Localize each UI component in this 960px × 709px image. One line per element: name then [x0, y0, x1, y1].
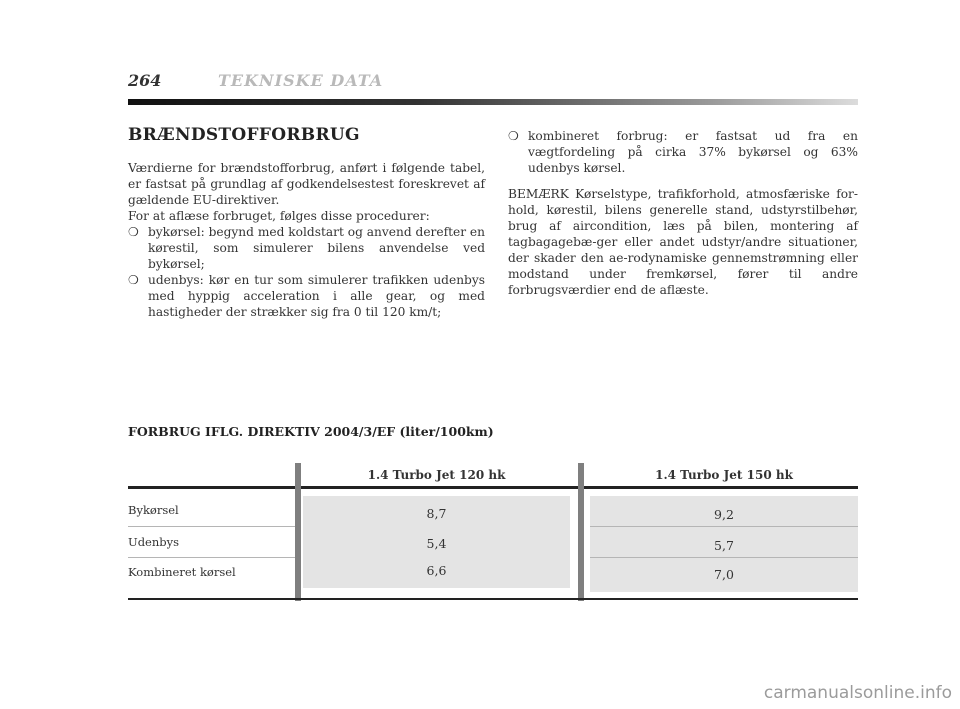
bullet-circle-icon: ❍ — [128, 225, 139, 239]
cell-extra-urban-120hk: 5,4 — [426, 536, 447, 551]
bullet-city-driving — [128, 224, 485, 272]
bullet-extra-urban — [128, 272, 485, 320]
header-rule — [128, 99, 858, 105]
row-label-city: Bykørsel — [128, 503, 179, 517]
procedure-lead: For at aflæse forbruget, følges disse procedurer: — [128, 209, 430, 223]
cell-city-150hk: 9,2 — [714, 507, 734, 522]
column-header-150hk: 1.4 Turbo Jet 150 hk — [655, 468, 793, 482]
bullet-combined — [508, 128, 858, 176]
cell-combined-150hk: 7,0 — [714, 567, 734, 582]
bullet-circle-icon: ❍ — [508, 129, 519, 143]
intro-paragraph: Værdierne for brændstofforbrug, anført i følgende tabel, er fastsat på grundlag af godkendelsestest foreskrevet af gældende EU-direktiver. — [128, 161, 485, 207]
table-header-rule — [128, 486, 858, 489]
bullet-text: kombineret forbrug: er fastsat ud fra en vægtfordeling på cirka 37% bykørsel og 63% udenbys kørsel. — [528, 129, 858, 175]
watermark: carmanualsonline.info — [763, 683, 952, 703]
consumption-table — [128, 463, 858, 603]
right-column — [508, 128, 858, 298]
row-divider — [128, 526, 295, 527]
column-header-120hk: 1.4 Turbo Jet 120 hk — [367, 468, 506, 482]
cell-city-120hk: 8,7 — [426, 506, 447, 521]
row-divider — [128, 557, 295, 558]
bullet-text: udenbys: kør en tur som simulerer trafikken udenbys med hyppig acceleration i alle gear, og med hastigheder der strækker sig fra 0 til 120 km/t; — [148, 273, 485, 319]
table-bottom-rule — [128, 598, 858, 600]
cell-combined-120hk: 6,6 — [426, 563, 447, 578]
page-number: 264 — [128, 71, 162, 90]
table-title: FORBRUG IFLG. DIREKTIV 2004/3/EF (liter/100km) — [128, 424, 494, 439]
section-title: BRÆNDSTOFFORBRUG — [128, 125, 360, 145]
running-header: TEKNISKE DATA — [218, 71, 384, 90]
bullet-circle-icon: ❍ — [128, 273, 139, 287]
note-paragraph: BEMÆRK Kørselstype, trafikforhold, atmosfæriske for-hold, kørestil, bilens generelle stand, udstyrstilbehør, brug af aircondition, læs på bilen, montering af tagbagagebæ-ger eller andet udstyr/andre situationer, der skader den ae-rodynamiske gennemstrømning eller modstand under fremkørsel, fører til andre forbrugsværdier end de aflæste. — [508, 187, 858, 297]
row-label-combined: Kombineret kørsel — [128, 565, 236, 579]
column-separator — [578, 463, 584, 601]
column-separator — [295, 463, 301, 601]
cell-extra-urban-150hk: 5,7 — [714, 538, 734, 553]
row-divider — [590, 526, 858, 527]
row-label-extra-urban: Udenbys — [128, 535, 180, 549]
left-column — [128, 160, 485, 320]
bullet-text: bykørsel: begynd med koldstart og anvend derefter en kørestil, som simulerer bilens anvendelse ved bykørsel; — [148, 225, 485, 271]
row-divider — [590, 557, 858, 558]
